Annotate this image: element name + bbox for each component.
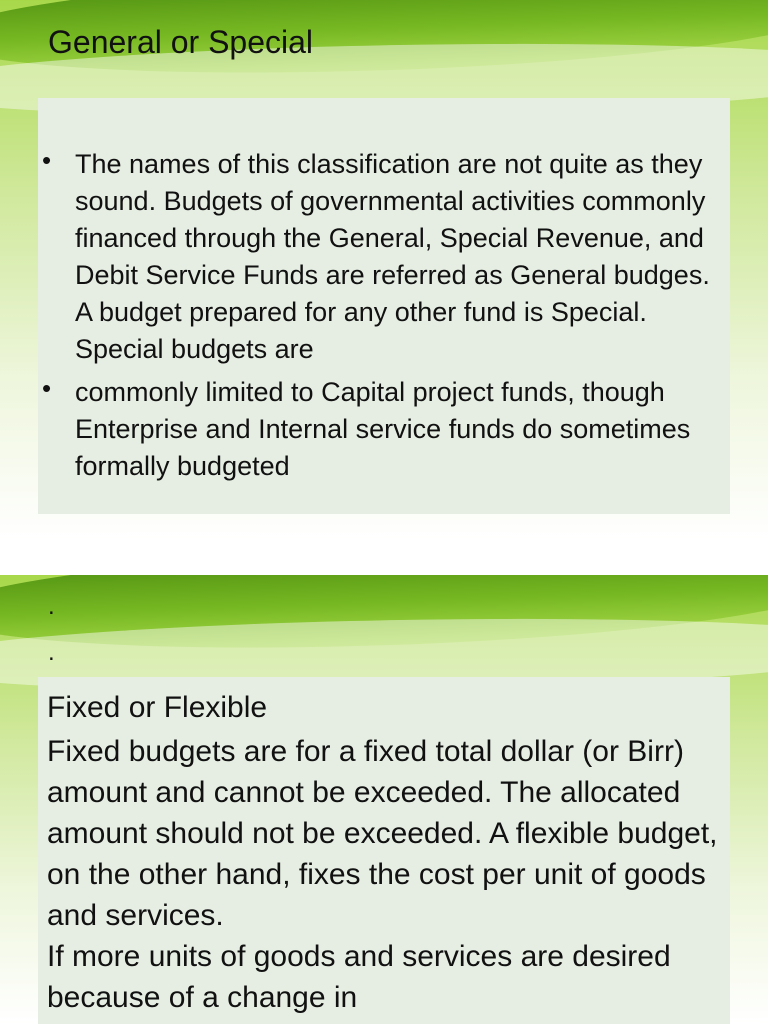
section-heading: Fixed or Flexible <box>47 691 268 724</box>
slide-fixed-or-flexible <box>0 575 768 1024</box>
bullet-item: • commonly limited to Capital project funds, though Enterprise and Internal service funds do sometimes formally budgeted <box>38 374 720 485</box>
dot-marker: . <box>48 593 55 620</box>
dot-marker: . <box>48 639 55 666</box>
content-box <box>38 677 730 1024</box>
body-paragraph: Fixed budgets are for a fixed total dollar (or Birr) amount and cannot be exceeded. The allocated amount should not be exceeded. A flexible budget, on the other hand, fixes the cost per unit of goods and services. If more units of goods and services are desired because of a change in <box>47 735 718 1014</box>
bullet-list <box>38 146 720 485</box>
content-box <box>38 98 730 514</box>
bullet-item: • The names of this classification are not quite as they sound. Budgets of governmental activities commonly financed through the General, Special Revenue, and Debit Service Funds are referred as General budges. A budget prepared for any other fund is Special. Special budgets are <box>38 146 720 368</box>
slide-title: General or Special <box>48 24 314 60</box>
